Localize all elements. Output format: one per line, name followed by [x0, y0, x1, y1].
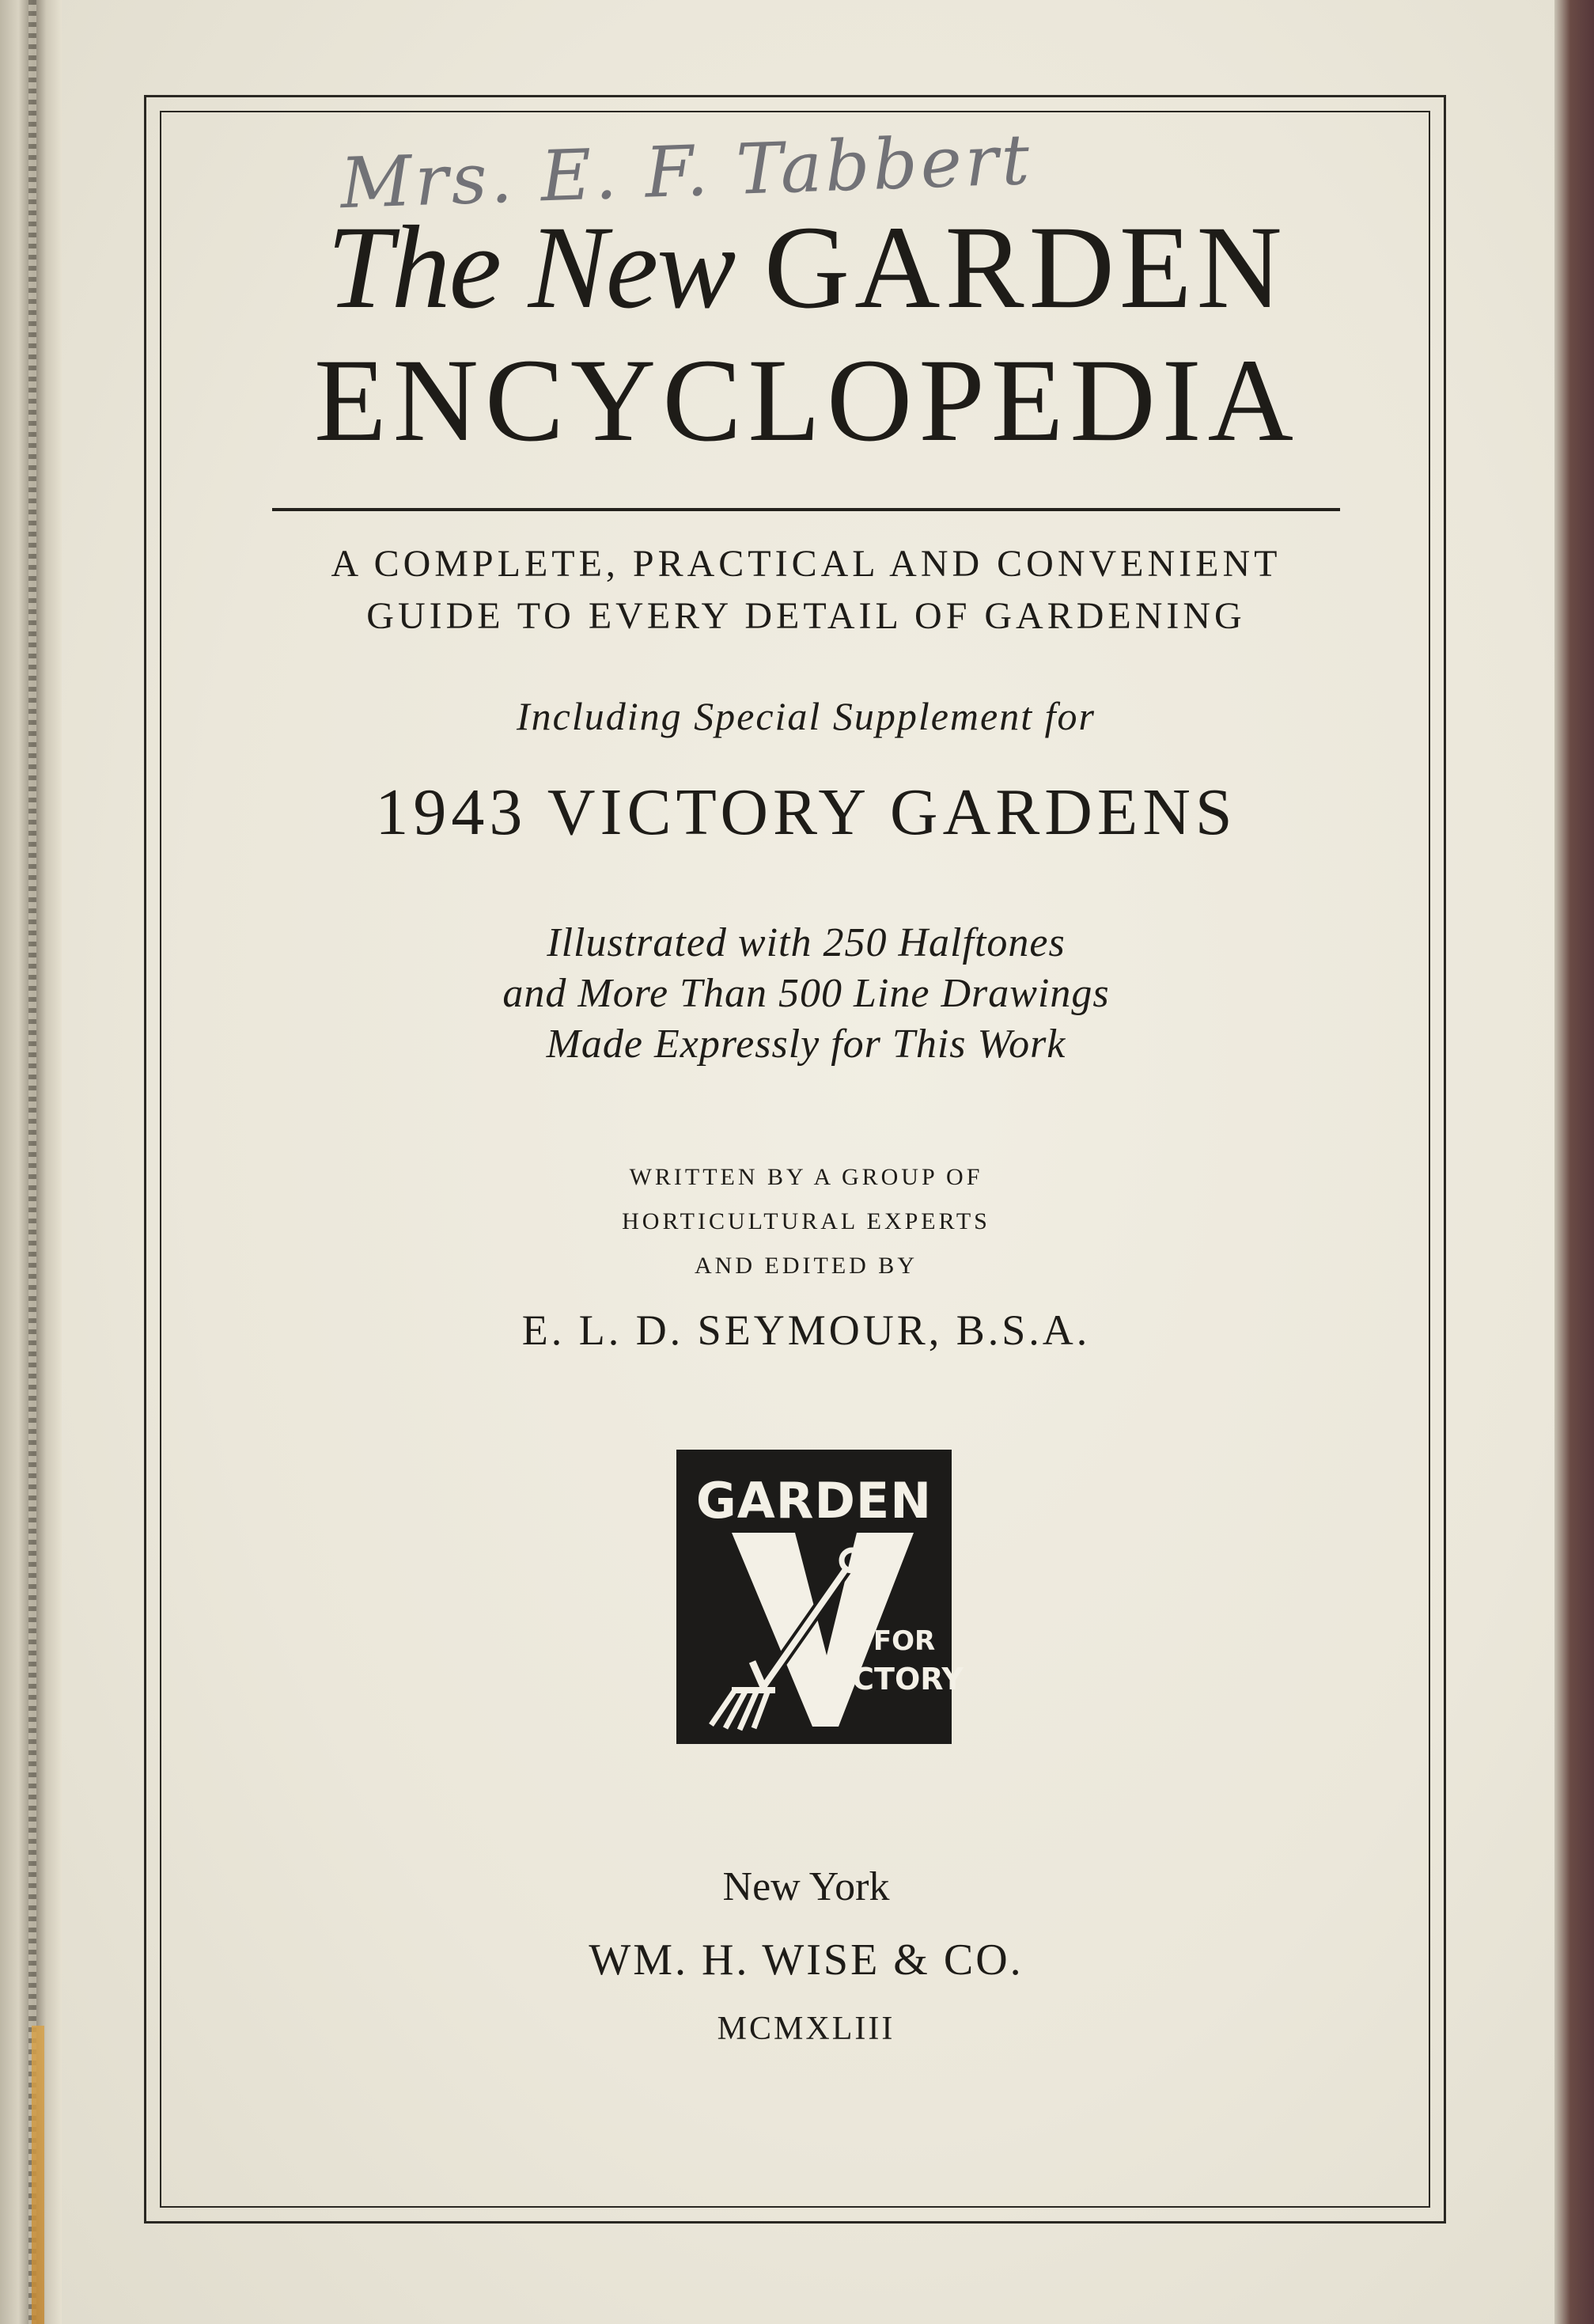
- publication-year: MCMXLIII: [717, 2011, 895, 2047]
- title-garden: GARDEN: [763, 202, 1287, 333]
- illustrations-line-3: Made Expressly for This Work: [546, 1022, 1066, 1067]
- title-italic: The New: [327, 202, 735, 333]
- illustrations-line-1: Illustrated with 250 Halftones: [547, 920, 1066, 965]
- subtitle: [272, 538, 1340, 643]
- title-line-1: [269, 202, 1345, 333]
- subtitle-line-2: GUIDE TO EVERY DETAIL OF GARDENING: [366, 595, 1246, 637]
- publisher-name: WM. H. WISE & CO.: [589, 1935, 1024, 1985]
- emblem-for-text: FOR: [873, 1625, 936, 1657]
- credits: [272, 1155, 1340, 1288]
- book-title: [269, 202, 1345, 466]
- emblem-ictory-text: ICTORY: [841, 1662, 964, 1697]
- supplement-line: Including Special Supplement for: [517, 694, 1096, 738]
- illustrations-line-2: and More Than 500 Line Drawings: [502, 971, 1110, 1016]
- book-spine: [0, 0, 62, 2324]
- owner-signature: Mrs. E. F. Tabbert: [339, 118, 1034, 225]
- illustrations-note: [272, 918, 1340, 1070]
- credits-line-2: HORTICULTURAL EXPERTS: [622, 1208, 990, 1234]
- title-rule: [272, 508, 1340, 511]
- editor-name: E. L. D. SEYMOUR, B.S.A.: [521, 1306, 1091, 1354]
- garden-for-victory-emblem: [676, 1450, 964, 1744]
- subtitle-line-1: A COMPLETE, PRACTICAL AND CONVENIENT: [331, 543, 1282, 585]
- credits-line-1: WRITTEN BY A GROUP OF: [629, 1164, 983, 1190]
- credits-line-3: AND EDITED BY: [695, 1253, 918, 1279]
- binding-stitch: [28, 0, 36, 2324]
- title-line-2: ENCYCLOPEDIA: [314, 334, 1300, 466]
- victory-gardens-heading: 1943 VICTORY GARDENS: [375, 775, 1237, 849]
- emblem-garden-text: GARDEN: [695, 1472, 933, 1530]
- cover-edge: [1554, 0, 1594, 2324]
- binding-tape: [32, 2026, 44, 2324]
- publisher-city: New York: [722, 1864, 890, 1909]
